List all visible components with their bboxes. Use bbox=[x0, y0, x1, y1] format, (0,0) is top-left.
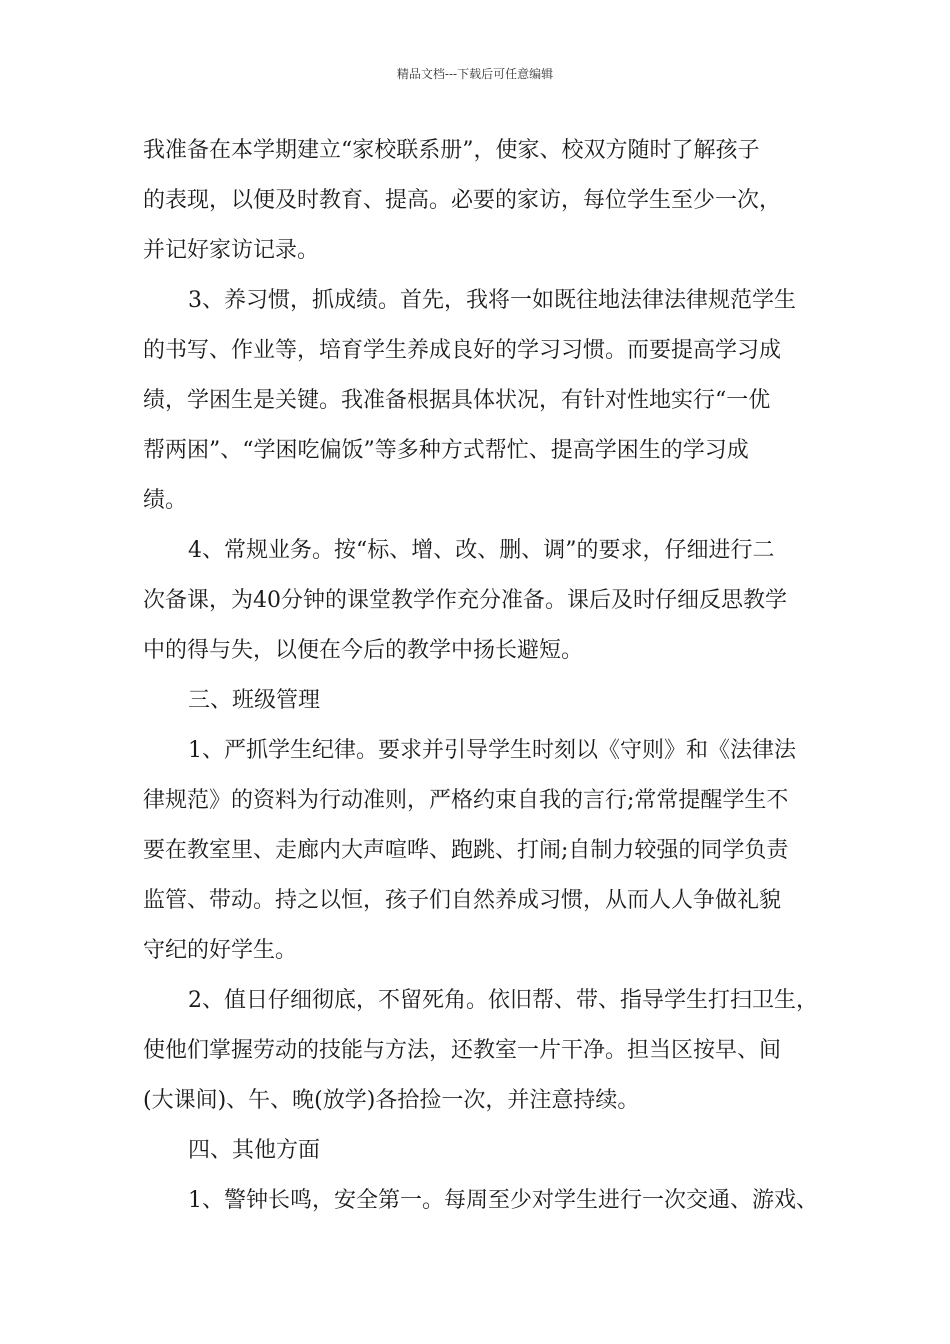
text-line: 我准备在本学期建立“家校联系册”，使家、校双方随时了解孩子 bbox=[143, 138, 760, 163]
text-line: (大课间)、午、晚(放学)各拾捡一次，并注意持续。 bbox=[143, 1088, 640, 1113]
section-heading: 四、其他方面 bbox=[188, 1138, 321, 1163]
text-line: 监管、带动。持之以恒，孩子们自然养成习惯，从而人人争做礼貌 bbox=[143, 888, 782, 913]
text-line: 的表现，以便及时教育、提高。必要的家访，每位学生至少一次， bbox=[143, 188, 782, 213]
page-header: 精品文档---下载后可任意编辑 bbox=[396, 67, 554, 81]
section-heading: 三、班级管理 bbox=[188, 688, 321, 713]
text-line: 3、养习惯，抓成绩。首先，我将一如既往地法律法律规范学生 bbox=[188, 288, 796, 313]
text-line: 的书写、作业等，培育学生养成良好的学习习惯。而要提高学习成 bbox=[143, 338, 782, 363]
text-line: 次备课，为40分钟的课堂教学作充分准备。课后及时仔细反思教学 bbox=[143, 588, 787, 613]
text-line: 守纪的好学生。 bbox=[143, 938, 298, 963]
document-body bbox=[143, 126, 833, 1226]
text-line: 2、值日仔细彻底，不留死角。依旧帮、带、指导学生打扫卫生， bbox=[188, 988, 818, 1013]
text-line: 并记好家访记录。 bbox=[143, 238, 320, 263]
text-line: 中的得与失，以便在今后的教学中扬长避短。 bbox=[143, 638, 584, 663]
text-line: 1、严抓学生纪律。要求并引导学生时刻以《守则》和《法律法 bbox=[188, 738, 796, 763]
text-line: 律规范》的资料为行动准则，严格约束自我的言行;常常提醒学生不 bbox=[143, 788, 789, 813]
text-line: 帮两困”、“学困吃偏饭”等多种方式帮忙、提高学困生的学习成 bbox=[143, 438, 749, 463]
text-line: 要在教室里、走廊内大声喧哗、跑跳、打闹;自制力较强的同学负责 bbox=[143, 838, 789, 863]
text-line: 1、警钟长鸣，安全第一。每周至少对学生进行一次交通、游戏、 bbox=[188, 1188, 818, 1213]
text-line: 绩。 bbox=[143, 488, 188, 513]
text-line: 绩，学困生是关键。我准备根据具体状况，有针对性地实行“一优 bbox=[143, 388, 771, 413]
text-line: 使他们掌握劳动的技能与方法，还教室一片干净。担当区按早、间 bbox=[143, 1038, 782, 1063]
text-line: 4、常规业务。按“标、增、改、删、调”的要求，仔细进行二 bbox=[188, 538, 775, 563]
